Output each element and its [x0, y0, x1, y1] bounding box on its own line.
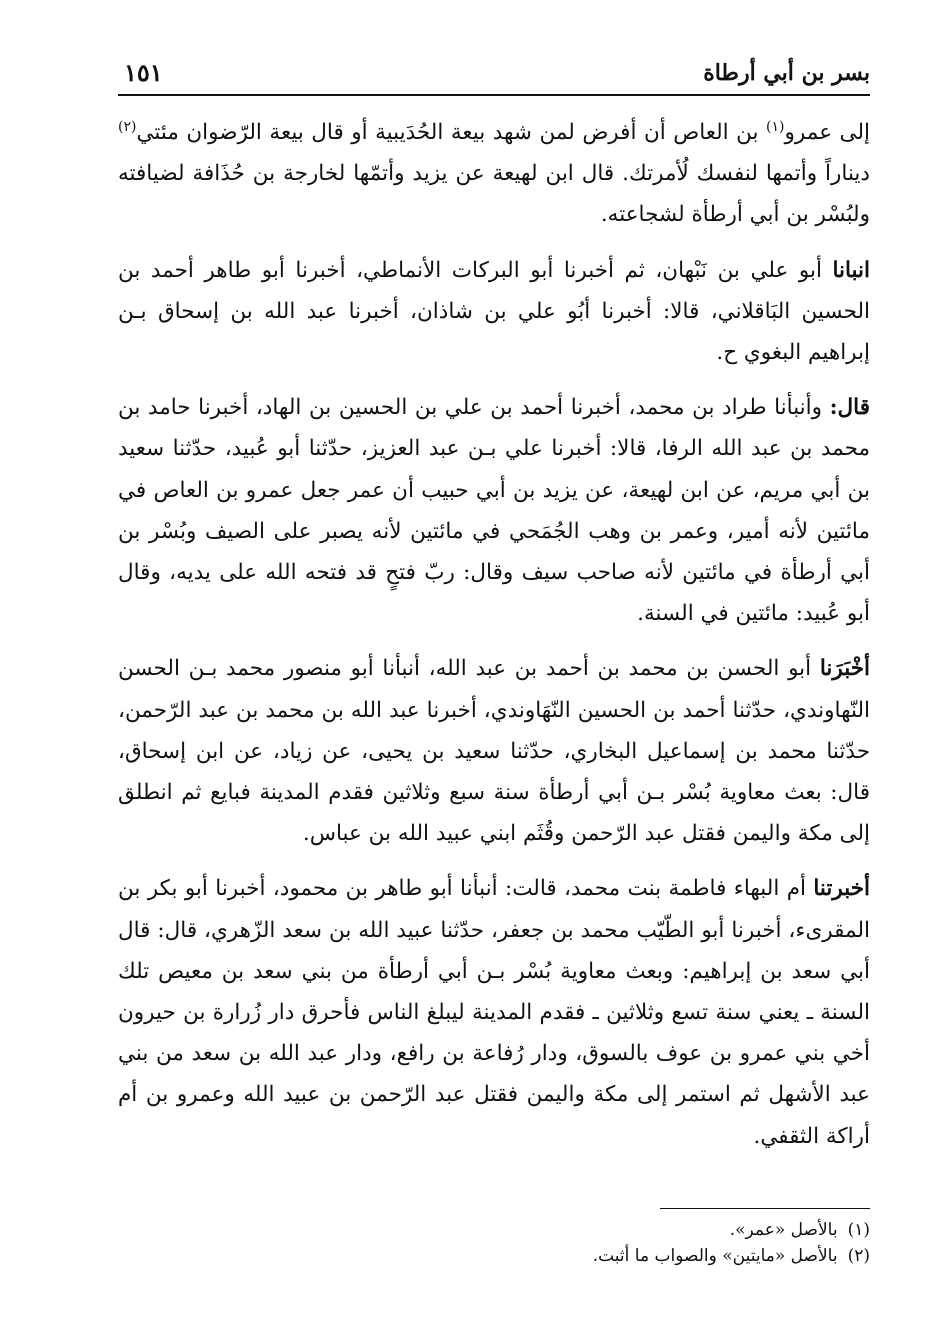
- footnote-1: [118, 1217, 870, 1243]
- paragraph-1-text-c: ديناراً وأتمها لنفسك لُأمرتك. قال ابن لهيعة عن يزيد وأتمّها لخارجة بن حُذَافة لضيافته ولبُسْر بن أبي أرطأة لشجاعته.: [118, 161, 870, 228]
- footnote-1-text: بالأصل «عمر».: [729, 1220, 838, 1240]
- paragraph-4-text: أبو الحسن بن محمد بن أحمد بن عبد الله، أنبأنا أبو منصور محمد بـن الحسن النّهاوندي، حدّثنا أحمد بن الحسين النّهَاوندي، أخبرنا عبد الله بن محمد بن عبد الرّحمن، حدّثنا محمد بن إسماعيل البخاري، حدّثنا سعيد بن يحيى، عن زياد، عن ابن إسحاق، قال: بعث معاوية بُسْر بـن أبي أرطأة سنة سبع وثلاثين فقدم المدينة فبايع ثم انطلق إلى مكة واليمن فقتل عبد الرّحمن وقُثَم ابني عبيد الله بن عباس.: [118, 656, 870, 847]
- footnote-2: [118, 1243, 870, 1269]
- footnotes: [118, 1208, 870, 1269]
- footnote-2-text: بالأصل «مايتين» والصواب ما أثبت.: [592, 1246, 838, 1266]
- footnote-2-marker: (٢): [847, 1246, 870, 1266]
- footnote-reference-2: (٢): [118, 118, 137, 135]
- page-header: [118, 48, 870, 96]
- paragraph-5-text: أم البهاء فاطمة بنت محمد، قالت: أنبأنا أبو طاهر بن محمود، أخبرنا أبو بكر بن المقرىء، أخبرنا أبو الطّيّب محمد بن جعفر، حدّثنا عبيد الله بن سعد الزّهري، قال: قال أبي سعد بن إبراهيم: وبعث معاوية بُسْر بـن أبي أرطأة من بني سعد بن معيص تلك السنة ـ يعني سنة تسع وثلاثين ـ فقدم المدينة ليبلغ الناس فأحرق دار زُرارة بن حيرون أخي بني عمرو بن عوف بالسوق، ودار رُفاعة بن رافع، ودار عبد الله بن سعد من بني عبد الأشهل ثم استمر إلى مكة واليمن فقتل عبد الرّحمن بن عبيد الله وعمرو بن أم أراكة الثقفي.: [118, 876, 870, 1149]
- paragraph-3: [118, 387, 870, 634]
- paragraph-5: [118, 868, 870, 1156]
- footnote-1-marker: (١): [847, 1220, 870, 1240]
- paragraph-5-lead: أخبرتنا: [813, 876, 870, 902]
- running-title: بسر بن أبي أرطاة: [703, 60, 870, 86]
- paragraph-2: [118, 250, 870, 374]
- paragraph-2-text: أبو علي بن نَبْهان، ثم أخبرنا أبو البركات الأنماطي، أخبرنا أبو طاهر أحمد بن الحسين البَاقلاني، قالا: أخبرنا أبُو علي بن شاذان، أخبرنا عبد الله بن إسحاق بـن إبراهيم البغوي ح.: [118, 257, 870, 366]
- main-text: [118, 112, 870, 1171]
- paragraph-4-lead: أخْبَرَنا: [819, 656, 870, 682]
- paragraph-1: [118, 112, 870, 236]
- paragraph-1-text-a: إلى عمرو: [784, 120, 870, 145]
- footnote-divider: [660, 1208, 870, 1209]
- paragraph-1-text-b: بن العاص أن أفرض لمن شهد بيعة الحُدَيبية أو قال بيعة الرّضوان مئتي: [136, 120, 767, 145]
- paragraph-3-lead: قال:: [829, 395, 870, 421]
- paragraph-4: [118, 648, 870, 854]
- paragraph-3-text: وأنبأنا طراد بن محمد، أخبرنا أحمد بن علي بن الحسين بن الهاد، أخبرنا حامد بن محمد بن عبد الله الرفا، قالا: أخبرنا علي بـن عبد العزيز، حدّثنا أبو عُبيد، حدّثنا سعيد بن أبي مريم، عن ابن لهيعة، عن يزيد بن أبي حبيب أن عمر جعل عمرو بن العاص في مائتين لأنه أمير، وعمر بن وهب الجُمَحي في مائتين لأنه يصبر على الصيف وبُسْر بن أبي أرطأة في مائتين لأنه صاحب سيف وقال: ربّ فتحٍ قد فتحه الله على يديه، وقال أبو عُبيد: مائتين في السنة.: [118, 395, 870, 627]
- paragraph-2-lead: انبانا: [832, 257, 870, 283]
- footnote-reference-1: (١): [766, 118, 785, 135]
- footnote-list: [118, 1217, 870, 1269]
- page-number: ١٥١: [124, 58, 163, 87]
